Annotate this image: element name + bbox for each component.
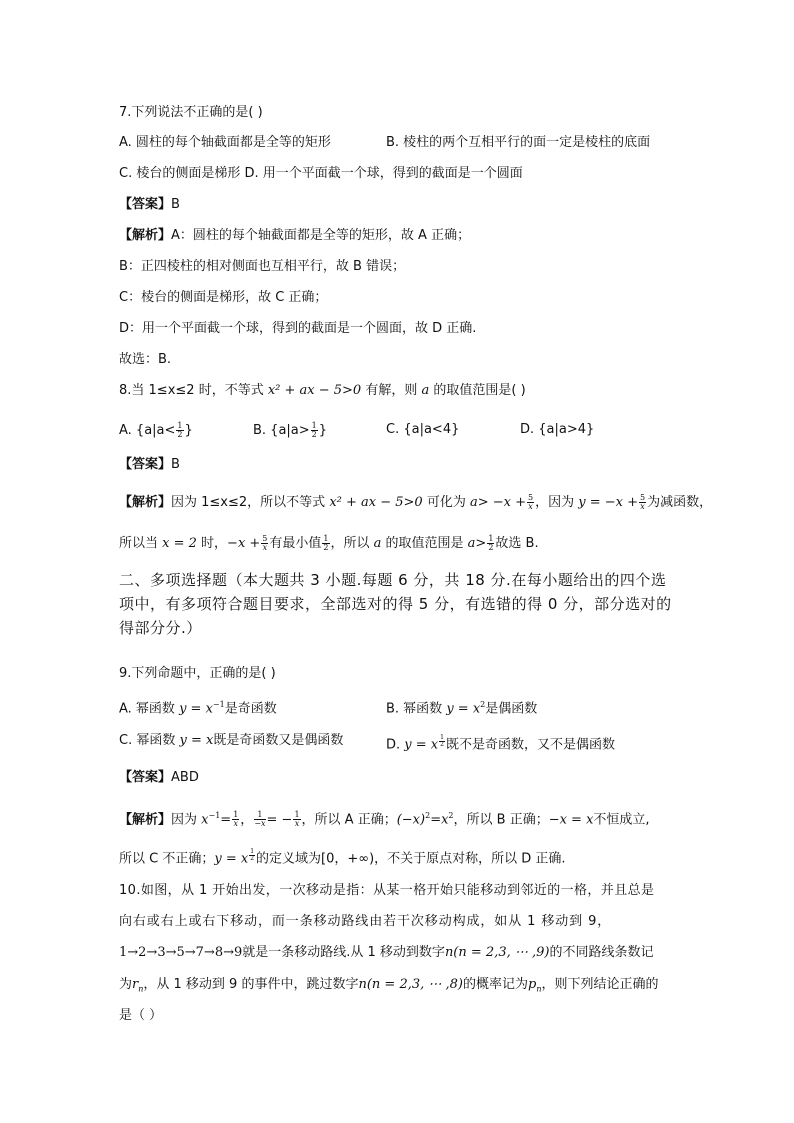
variable: a — [373, 536, 382, 551]
expression: a> — [467, 536, 487, 551]
q10-line-4 — [119, 977, 659, 998]
exponent — [438, 733, 446, 748]
q9-option-b — [386, 697, 537, 717]
exponent: 2 — [425, 811, 431, 820]
expression: y = −x + — [578, 495, 638, 510]
q9-analysis-1 — [119, 808, 650, 828]
variable: p — [528, 977, 537, 992]
q8-analysis-2 — [119, 535, 539, 552]
expression: y = x — [179, 733, 214, 748]
numerator: 1 — [294, 810, 300, 820]
analysis-text: 所以 C 不正确； — [119, 851, 215, 867]
q8-option-a: A. {a|a< $\frac{1}{2}$ } — [119, 421, 193, 439]
expression: y = x — [404, 737, 439, 753]
numerator: 1 — [177, 421, 183, 430]
expression: = − — [266, 812, 293, 828]
option-text: B. {a|a> — [253, 423, 310, 438]
q10-text: 的不同路线条数记 — [549, 945, 654, 960]
q7-conclusion: 故选：B. — [119, 352, 172, 367]
path-sequence: 1→2→3→5→7→8→9 — [119, 945, 243, 960]
expression: y = x — [446, 701, 481, 717]
numerator: 1 — [254, 811, 265, 820]
analysis-text: 的取值范围是 — [381, 536, 468, 551]
fraction — [322, 535, 329, 552]
fraction — [232, 811, 239, 828]
analysis-label: 【解析】 — [119, 228, 172, 243]
fraction — [311, 422, 318, 439]
q9-option-d — [386, 733, 615, 753]
q7-analysis-2: B：正四棱柱的相对侧面也互相平行，故 B 错误； — [119, 259, 406, 274]
denominator: 2 — [250, 854, 255, 862]
expression: −x = x — [548, 812, 594, 828]
q10-text: ，从 1 移动到 9 的事件中，跳过数字 — [143, 977, 359, 992]
q9-answer — [119, 770, 199, 786]
denominator: 2 — [177, 430, 183, 439]
expression: x = 2 — [162, 536, 197, 551]
analysis-text: 因为 — [171, 812, 202, 828]
option-text: 是奇函数 — [224, 701, 277, 717]
denominator: 2 — [311, 430, 317, 439]
denominator: 2 — [488, 543, 494, 552]
q8-stem — [119, 383, 526, 399]
q8-option-b: B. {a|a> $\frac{1}{2}$ } — [253, 421, 328, 439]
analysis-text: 可化为 — [422, 495, 470, 510]
denominator: x — [294, 819, 300, 829]
numerator: 5 — [262, 534, 268, 543]
answer-value: B — [171, 457, 180, 472]
expression: a> −x + — [469, 495, 526, 510]
q8-analysis-1 — [119, 494, 712, 511]
q9-option-a — [119, 697, 277, 717]
exponent: −1 — [212, 700, 225, 709]
fraction — [261, 535, 268, 552]
q8-inequality: x² + ax − 5>0 — [267, 383, 362, 398]
denominator: x — [262, 543, 268, 552]
option-text: C. 幂函数 — [119, 733, 180, 748]
denominator: 2 — [323, 543, 329, 552]
exponent: −1 — [208, 811, 221, 820]
fraction — [639, 494, 646, 511]
answer-label: 【答案】 — [119, 457, 172, 472]
q7-analysis-1 — [119, 228, 470, 244]
analysis-text: ，所以 — [330, 536, 374, 551]
analysis-text: ，所以 B 正确； — [453, 812, 549, 828]
expression: y = x — [179, 701, 213, 717]
expression: x — [201, 812, 209, 828]
fraction — [487, 535, 494, 552]
q8-stem-text: 8.当 1≤x≤2 时，不等式 — [119, 383, 268, 398]
q10-text: 的概率记为 — [463, 977, 529, 992]
denominator: 2 — [440, 740, 444, 748]
exponent: 2 — [480, 700, 486, 709]
expression: n(n = 2,3, ⋯ ,8) — [358, 977, 463, 992]
answer-value: ABD — [171, 770, 199, 785]
variable: r — [132, 977, 139, 992]
exponent — [248, 847, 256, 862]
fraction — [293, 811, 300, 828]
analysis-text: ， — [240, 812, 254, 828]
q7-analysis-4: D：用一个平面截一个球，得到的截面是一个圆面，故 D 正确. — [119, 321, 477, 336]
numerator: 5 — [639, 493, 646, 502]
q9-analysis-2 — [119, 847, 566, 867]
q8-option-d: D. {a|a>4} — [520, 422, 595, 437]
denominator: −x — [254, 819, 266, 829]
q7-option-a: A. 圆柱的每个轴截面都是全等的矩形 — [119, 135, 331, 150]
fraction — [527, 494, 534, 511]
q8-answer — [119, 457, 180, 473]
q9-stem: 9.下列命题中，正确的是( ) — [119, 666, 276, 681]
subscript: n — [138, 984, 144, 994]
expression: =x — [430, 812, 449, 828]
q10-text: 就是一条移动路线.从 1 移动到数字 — [242, 945, 445, 960]
analysis-label: 【解析】 — [119, 495, 172, 510]
numerator: 1 — [233, 810, 239, 820]
analysis-text: 不恒成立, — [593, 812, 650, 828]
analysis-text: 的定义域为[0，+∞)，不关于原点对称，所以 D 正确. — [256, 851, 566, 867]
fraction — [176, 422, 183, 439]
denominator: x — [640, 502, 645, 511]
option-text: D. — [386, 737, 405, 753]
answer-label: 【答案】 — [119, 197, 172, 212]
q7-answer — [119, 197, 180, 213]
numerator: 5 — [527, 493, 534, 502]
q8-stem-text: 的取值范围是( ) — [429, 383, 526, 398]
numerator: 1 — [250, 847, 255, 855]
expression: y = x — [214, 851, 249, 867]
analysis-label: 【解析】 — [119, 812, 172, 828]
option-text: B. 幂函数 — [386, 701, 447, 717]
option-text: 既不是奇函数，又不是偶函数 — [445, 737, 615, 753]
option-text: A. 幂函数 — [119, 701, 180, 717]
answer-label: 【答案】 — [119, 770, 172, 785]
answer-value: B — [171, 197, 180, 212]
analysis-text: 有最小值 — [269, 536, 322, 551]
fraction — [249, 849, 255, 862]
q7-option-cd: C. 棱台的侧面是梯形 D. 用一个平面截一个球，得到的截面是一个圆面 — [119, 166, 523, 181]
q8-stem-text: 有解，则 — [361, 383, 422, 398]
expression: −x + — [227, 536, 261, 551]
section-heading: 二、多项选择题（本大题共 3 小题.每题 6 分，共 18 分.在每小题给出的四个选项中，有多项符合题目要求，全部选对的得 5 分，有选错的得 0 分，部分选对的得部分分.） — [119, 571, 672, 637]
expression: = — [220, 812, 232, 828]
q8-variable: a — [421, 383, 430, 398]
analysis-text: ，因为 — [535, 495, 579, 510]
expression: (−x) — [396, 812, 426, 828]
exponent: 2 — [448, 811, 454, 820]
analysis-text: 因为 1≤x≤2，所以不等式 — [171, 495, 330, 510]
q7-analysis-3: C：棱台的侧面是梯形，故 C 正确； — [119, 290, 328, 305]
numerator: 1 — [440, 733, 444, 741]
option-text: 既是奇函数又是偶函数 — [213, 733, 344, 748]
denominator: x — [233, 819, 238, 829]
numerator: 1 — [311, 421, 317, 430]
analysis-text: ，所以 A 正确； — [301, 812, 397, 828]
q10-line-2: 向右或右上或右下移动，而一条移动路线由若干次移动构成，如从 1 移动到 9， — [119, 914, 612, 929]
q10-line-1: 10.如图，从 1 开始出发，一次移动是指：从某一格开始只能移动到邻近的一格，并且总是 — [119, 883, 655, 898]
q7-stem: 7.下列说法不正确的是( ) — [119, 105, 263, 120]
denominator: x — [528, 502, 533, 511]
inequality: x² + ax − 5>0 — [329, 495, 423, 510]
option-text: A. {a|a< — [119, 423, 176, 438]
q9-option-c — [119, 733, 343, 749]
fraction — [439, 735, 445, 748]
q8-option-c: C. {a|a<4} — [386, 422, 460, 437]
numerator: 1 — [323, 534, 329, 543]
fraction — [254, 811, 265, 828]
q10-text: ，则下列结论正确的 — [541, 977, 659, 992]
analysis-text: 所以当 — [119, 536, 163, 551]
analysis-text: 为减函数， — [647, 495, 713, 510]
analysis-text: 故选 B. — [495, 536, 539, 551]
analysis-text: A：圆柱的每个轴截面都是全等的矩形，故 A 正确； — [171, 228, 471, 243]
q10-line-5: 是（ ） — [119, 1008, 163, 1023]
q10-text: 为 — [119, 977, 133, 992]
q10-line-3 — [119, 945, 653, 961]
option-text: 是偶函数 — [485, 701, 538, 717]
q7-option-b: B. 棱柱的两个互相平行的面一定是棱柱的底面 — [386, 135, 651, 150]
analysis-text: 时， — [196, 536, 228, 551]
numerator: 1 — [488, 534, 494, 543]
subscript: n — [536, 984, 542, 994]
expression: n(n = 2,3, ⋯ ,9) — [444, 945, 550, 960]
